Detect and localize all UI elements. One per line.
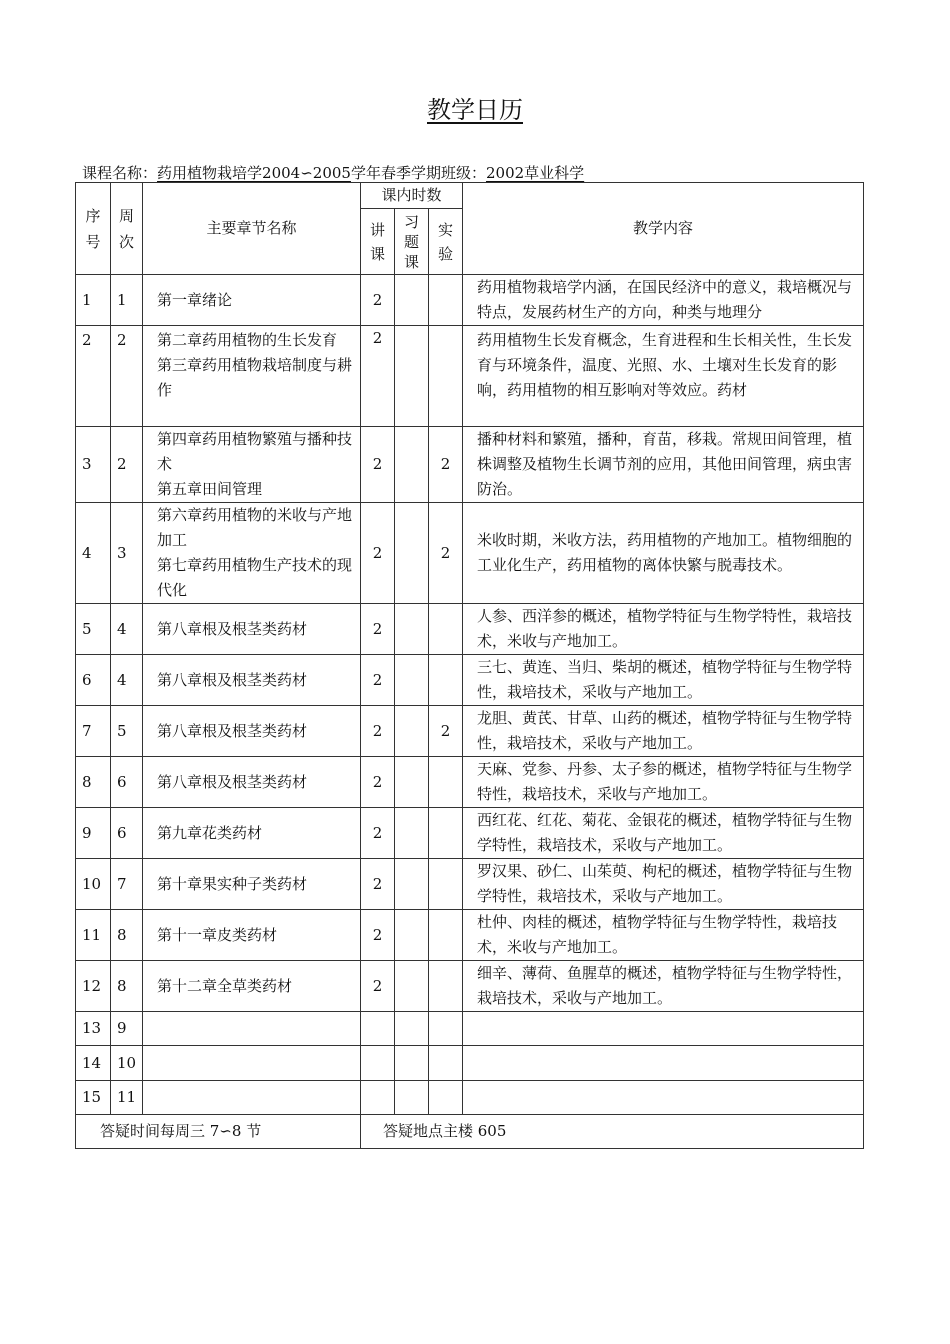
course-years: 2004∽2005 (262, 164, 351, 182)
header-content: 教学内容 (463, 183, 864, 275)
cell-seq: 4 (76, 503, 111, 604)
chapter-title: 第一章绪论 (157, 290, 233, 309)
cell-week: 7 (111, 859, 143, 910)
cell-content: 罗汉果、砂仁、山茱萸、枸杞的概述，植物学特征与生物学特性，栽培技术，采收与产地加工。 (463, 859, 864, 910)
cell-lecture-hours: 2 (361, 275, 395, 326)
course-label: 课程名称： (82, 164, 158, 182)
chapter-title: 第十二章全草类药材 (157, 976, 293, 995)
header-seq-text: 序号 (85, 206, 101, 251)
cell-seq: 8 (76, 757, 111, 808)
header-exercise (395, 209, 429, 275)
cell-exercise-hours (395, 961, 429, 1012)
cell-content: 播种材料和繁殖，播种，育苗，移栽。常规田间管理，植株调整及植物生长调节剂的应用，其他田间管理，病虫害防治。 (463, 427, 864, 503)
chapter-title: 第八章根及根茎类药材 (157, 721, 308, 740)
cell-content: 杜仲、肉桂的概述，植物学特征与生物学特性，栽培技术，米收与产地加工。 (463, 910, 864, 961)
header-week-text: 周次 (118, 206, 134, 251)
page-title (0, 90, 950, 125)
cell-chapters (143, 1081, 361, 1115)
cell-exercise-hours (395, 655, 429, 706)
chapter-title: 第四章药用植物繁殖与播种技术 (157, 430, 353, 473)
cell-week: 2 (111, 326, 143, 427)
table-row (76, 1081, 864, 1115)
class-label: 班级： (440, 164, 486, 182)
cell-content: 西红花、红花、菊花、金银花的概述，植物学特征与生物学特性，栽培技术，采收与产地加工。 (463, 808, 864, 859)
cell-week: 8 (111, 910, 143, 961)
cell-chapters (143, 961, 361, 1012)
cell-content (463, 1046, 864, 1081)
qa-place: 答疑地点主楼 605 (361, 1115, 864, 1149)
table-row (76, 427, 864, 503)
cell-lab-hours: 2 (429, 706, 463, 757)
cell-content: 药用植物栽培学内涵，在国民经济中的意义，栽培概况与特点，发展药材生产的方向，种类与地理分 (463, 275, 864, 326)
cell-seq: 12 (76, 961, 111, 1012)
chapter-title: 第八章根及根茎类药材 (157, 772, 308, 791)
header-lecture (361, 209, 395, 275)
cell-content: 人参、西洋参的概述，植物学特征与生物学特性，栽培技术，米收与产地加工。 (463, 604, 864, 655)
cell-week: 11 (111, 1081, 143, 1115)
table-row (76, 275, 864, 326)
course-info-line (82, 162, 584, 183)
cell-exercise-hours (395, 706, 429, 757)
header-hours: 课内时数 (361, 183, 463, 209)
header-exercise-text: 习题课 (403, 212, 419, 271)
cell-lab-hours (429, 961, 463, 1012)
header-chapter: 主要章节名称 (143, 183, 361, 275)
cell-lecture-hours (361, 1081, 395, 1115)
qa-time: 答疑时间每周三 7∽8 节 (76, 1115, 361, 1149)
header-lecture-text: 讲课 (369, 220, 385, 263)
chapter-title: 第十一章皮类药材 (157, 925, 278, 944)
table-row (76, 706, 864, 757)
cell-week: 2 (111, 427, 143, 503)
cell-week: 9 (111, 1012, 143, 1046)
table-row (76, 910, 864, 961)
chapter-title: 第八章根及根茎类药材 (157, 670, 308, 689)
cell-seq: 1 (76, 275, 111, 326)
chapter-title: 第八章根及根茎类药材 (157, 619, 308, 638)
cell-chapters (143, 275, 361, 326)
cell-exercise-hours (395, 757, 429, 808)
cell-week: 8 (111, 961, 143, 1012)
cell-lecture-hours: 2 (361, 910, 395, 961)
cell-week: 5 (111, 706, 143, 757)
cell-chapters (143, 706, 361, 757)
cell-exercise-hours (395, 1081, 429, 1115)
cell-week: 4 (111, 604, 143, 655)
cell-seq: 10 (76, 859, 111, 910)
cell-week: 6 (111, 808, 143, 859)
cell-lab-hours: 2 (429, 427, 463, 503)
cell-lab-hours (429, 910, 463, 961)
cell-week: 1 (111, 275, 143, 326)
cell-exercise-hours (395, 1046, 429, 1081)
cell-lecture-hours: 2 (361, 757, 395, 808)
cell-chapters (143, 1046, 361, 1081)
cell-seq: 14 (76, 1046, 111, 1081)
cell-lecture-hours: 2 (361, 706, 395, 757)
cell-lab-hours (429, 326, 463, 427)
chapter-title: 第六章药用植物的米收与产地加工 (157, 506, 353, 549)
footer-row (76, 1115, 864, 1149)
cell-exercise-hours (395, 859, 429, 910)
cell-exercise-hours (395, 503, 429, 604)
chapter-title: 第十章果实种子类药材 (157, 874, 308, 893)
cell-week: 3 (111, 503, 143, 604)
course-name (157, 164, 351, 182)
cell-exercise-hours (395, 910, 429, 961)
header-lab (429, 209, 463, 275)
cell-seq: 7 (76, 706, 111, 757)
cell-exercise-hours (395, 275, 429, 326)
table-row (76, 757, 864, 808)
cell-chapters (143, 655, 361, 706)
cell-chapters (143, 859, 361, 910)
cell-lecture-hours (361, 1046, 395, 1081)
course-term: 学年春季学期 (350, 164, 441, 182)
cell-chapters (143, 326, 361, 427)
calendar-body (76, 275, 864, 1149)
table-row (76, 503, 864, 604)
cell-seq: 13 (76, 1012, 111, 1046)
cell-content: 天麻、党参、丹参、太子参的概述，植物学特征与生物学特性，栽培技术，采收与产地加工。 (463, 757, 864, 808)
cell-exercise-hours (395, 427, 429, 503)
cell-lab-hours (429, 604, 463, 655)
cell-lab-hours (429, 655, 463, 706)
table-row (76, 859, 864, 910)
cell-exercise-hours (395, 1012, 429, 1046)
cell-content: 龙胆、黄芪、甘草、山药的概述，植物学特征与生物学特性，栽培技术，采收与产地加工。 (463, 706, 864, 757)
cell-lab-hours (429, 808, 463, 859)
cell-seq: 5 (76, 604, 111, 655)
chapter-title: 第二章药用植物的生长发育 (157, 331, 338, 349)
table-row (76, 326, 864, 427)
cell-lab-hours (429, 859, 463, 910)
cell-chapters (143, 503, 361, 604)
cell-chapters (143, 910, 361, 961)
cell-exercise-hours (395, 604, 429, 655)
cell-content (463, 1081, 864, 1115)
page-title-text: 教学日历 (427, 96, 523, 124)
class-name: 2002草业科学 (485, 164, 585, 182)
cell-lab-hours (429, 1012, 463, 1046)
cell-lab-hours (429, 757, 463, 808)
cell-lecture-hours: 2 (361, 859, 395, 910)
cell-exercise-hours (395, 808, 429, 859)
cell-lecture-hours (361, 1012, 395, 1046)
cell-seq: 11 (76, 910, 111, 961)
cell-chapters (143, 757, 361, 808)
cell-exercise-hours (395, 326, 429, 427)
cell-lecture-hours: 2 (361, 326, 395, 427)
cell-content: 三七、黄连、当归、柴胡的概述，植物学特征与生物学特性，栽培技术，采收与产地加工。 (463, 655, 864, 706)
cell-lecture-hours: 2 (361, 604, 395, 655)
cell-week: 4 (111, 655, 143, 706)
cell-seq: 6 (76, 655, 111, 706)
table-row (76, 1012, 864, 1046)
cell-content: 药用植物生长发育概念，生育进程和生长相关性，生长发育与环境条件，温度、光照、水、土壤对生长发育的影响，药用植物的相互影响对等效应。药材 (463, 326, 864, 427)
chapter-title: 第三章药用植物栽培制度与耕作 (157, 356, 353, 399)
cell-lab-hours (429, 1046, 463, 1081)
cell-seq: 3 (76, 427, 111, 503)
chapter-title: 第七章药用植物生产技术的现代化 (157, 556, 353, 599)
cell-content (463, 1012, 864, 1046)
table-row (76, 1046, 864, 1081)
cell-content: 米收时期，米收方法，药用植物的产地加工。植物细胞的工业化生产，药用植物的离体快繁与脱毒技术。 (463, 503, 864, 604)
cell-seq: 15 (76, 1081, 111, 1115)
cell-seq: 2 (76, 326, 111, 427)
cell-chapters (143, 604, 361, 655)
cell-lecture-hours: 2 (361, 427, 395, 503)
cell-lecture-hours: 2 (361, 503, 395, 604)
teaching-calendar-table (75, 182, 864, 1149)
table-row (76, 655, 864, 706)
chapter-title: 第五章田间管理 (157, 480, 263, 498)
cell-lab-hours (429, 1081, 463, 1115)
cell-week: 6 (111, 757, 143, 808)
cell-lecture-hours: 2 (361, 655, 395, 706)
cell-chapters (143, 808, 361, 859)
header-seq (76, 183, 111, 275)
table-row (76, 604, 864, 655)
cell-seq: 9 (76, 808, 111, 859)
cell-lab-hours (429, 275, 463, 326)
cell-lab-hours: 2 (429, 503, 463, 604)
cell-content: 细辛、薄荷、鱼腥草的概述，植物学特征与生物学特性，栽培技术，采收与产地加工。 (463, 961, 864, 1012)
cell-chapters (143, 427, 361, 503)
table-row (76, 961, 864, 1012)
course-name-text: 药用植物栽培学 (157, 164, 263, 182)
header-week (111, 183, 143, 275)
cell-week: 10 (111, 1046, 143, 1081)
header-lab-text: 实验 (438, 220, 454, 263)
cell-chapters (143, 1012, 361, 1046)
chapter-title: 第九章花类药材 (157, 823, 263, 842)
table-row (76, 808, 864, 859)
cell-lecture-hours: 2 (361, 961, 395, 1012)
cell-lecture-hours: 2 (361, 808, 395, 859)
